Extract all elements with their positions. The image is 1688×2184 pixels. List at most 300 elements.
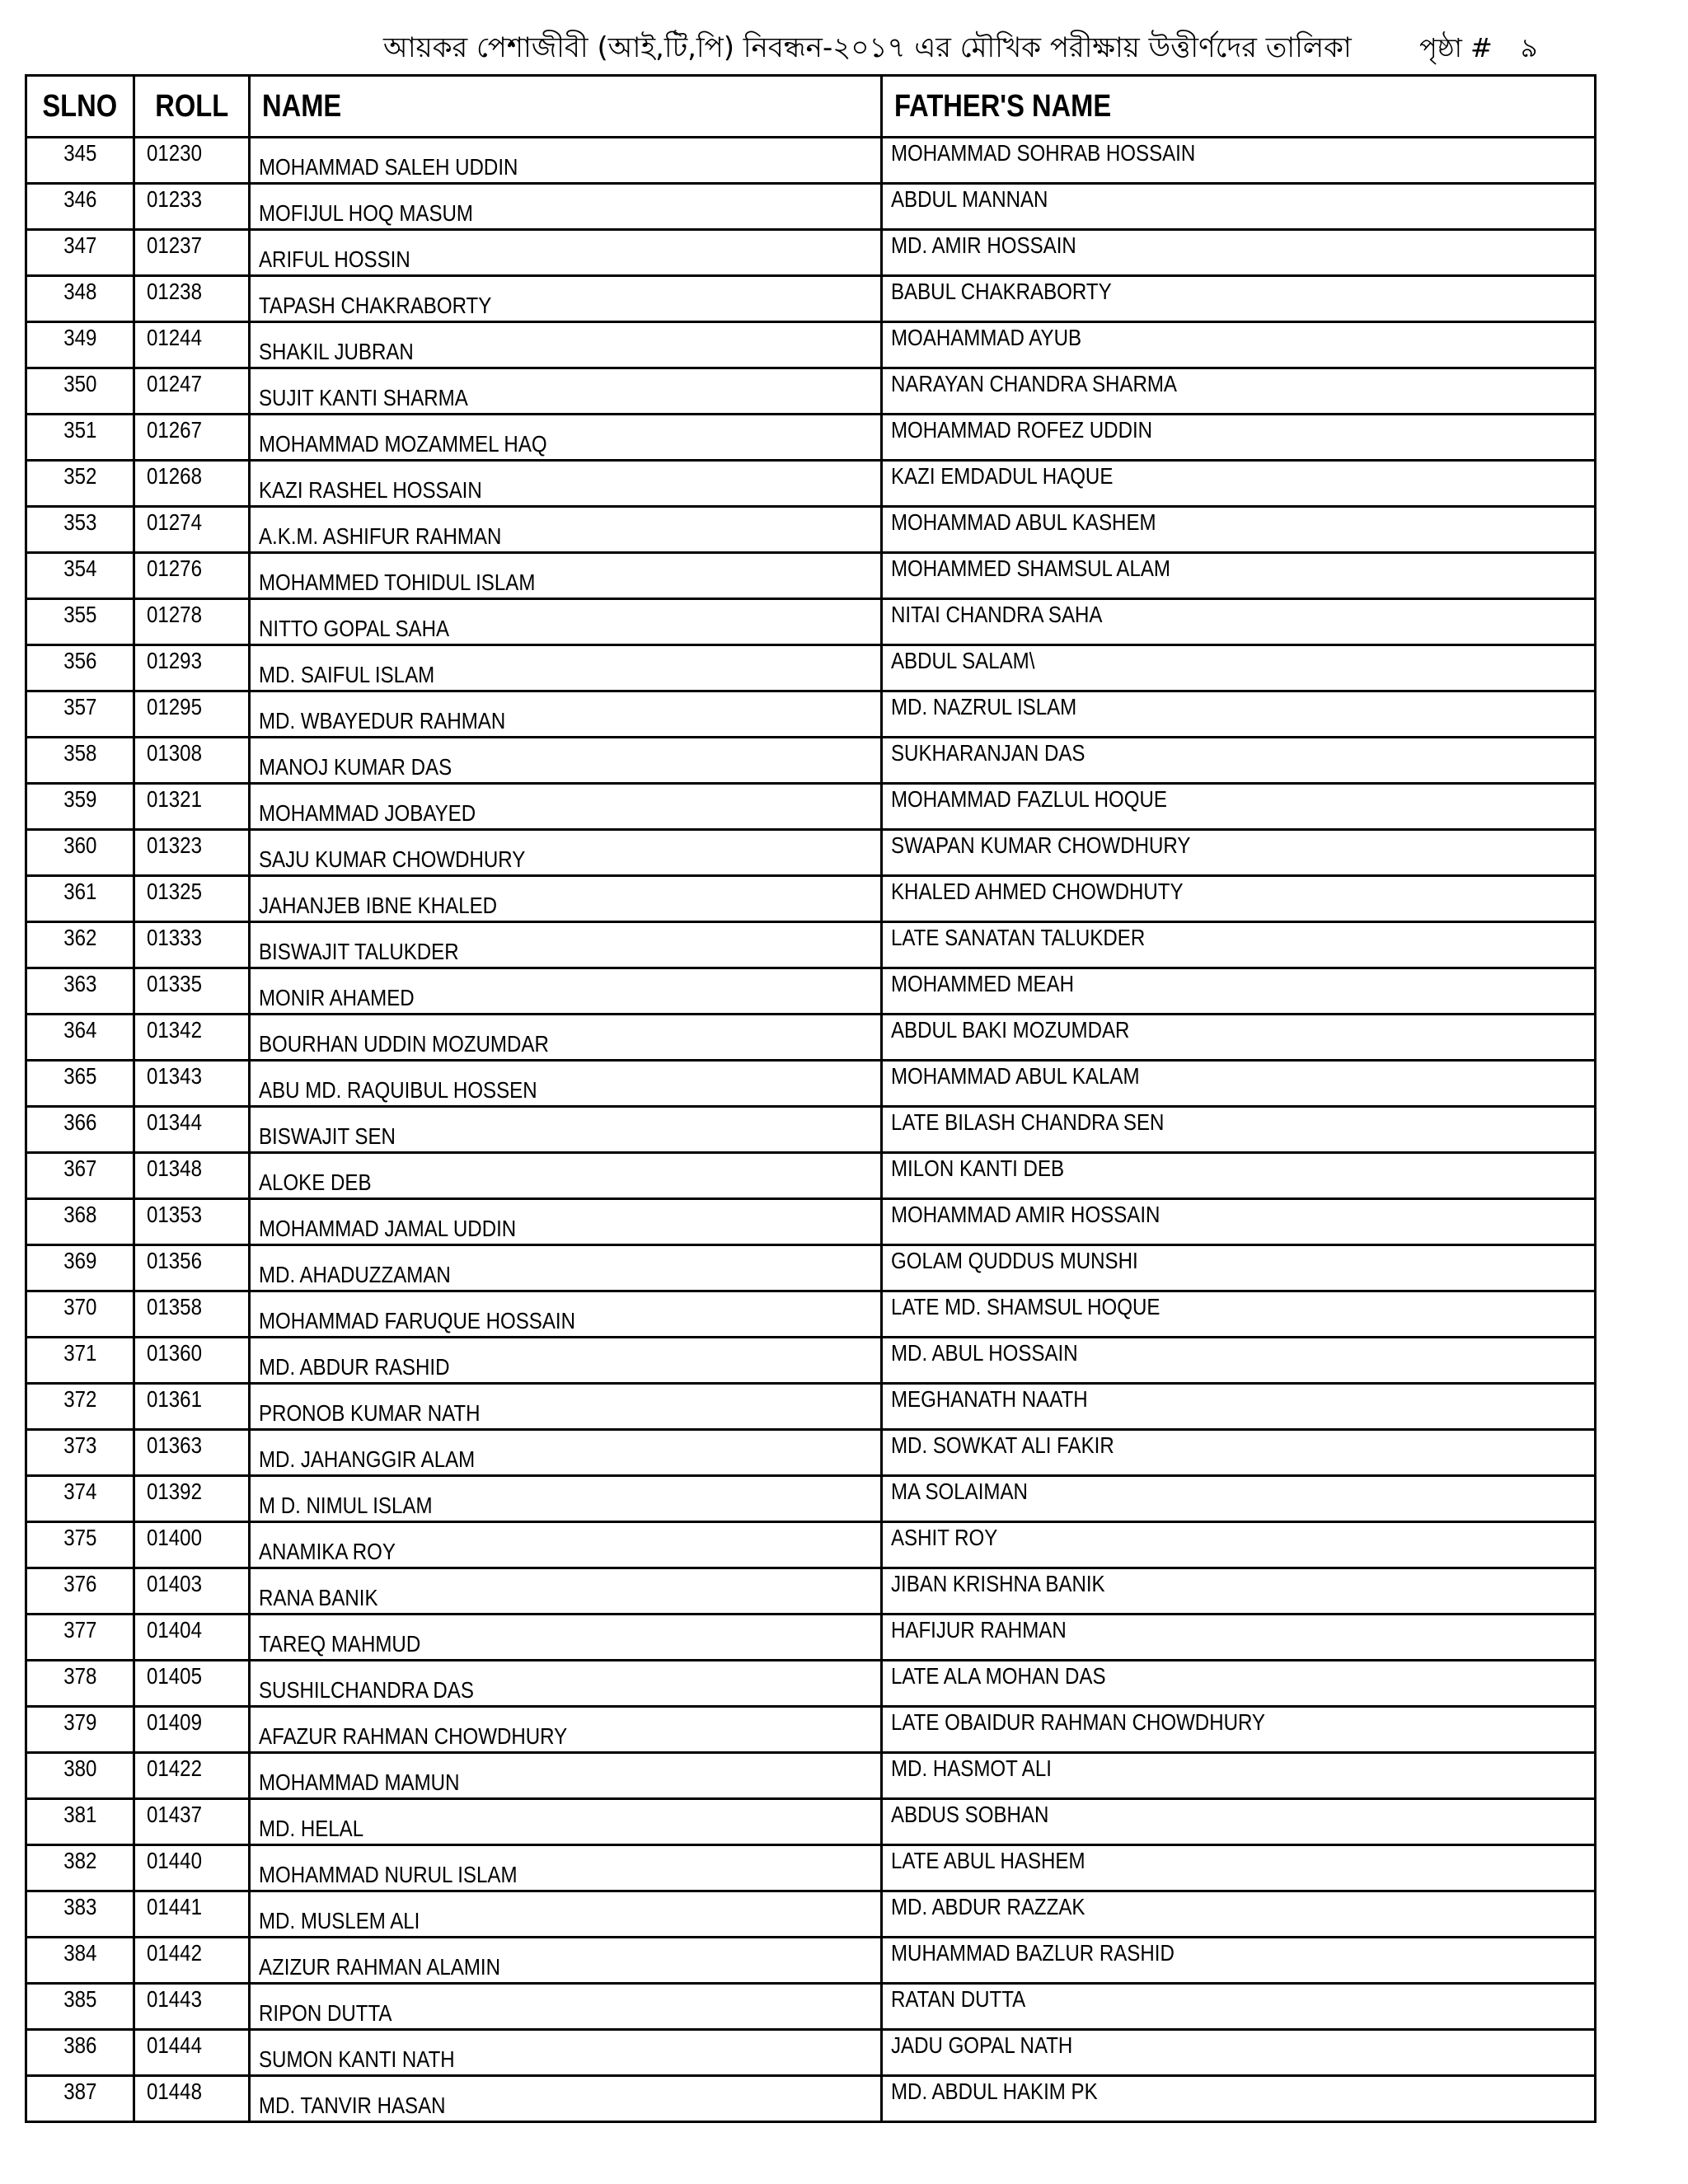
cell-slno-text: 370 bbox=[63, 1294, 97, 1319]
cell-fathers-name-text: LATE ALA MOHAN DAS bbox=[891, 1663, 1106, 1689]
cell-roll-text: 01437 bbox=[147, 1802, 202, 1827]
cell-fathers-name bbox=[882, 1615, 1596, 1661]
cell-slno bbox=[26, 968, 134, 1015]
cell-name bbox=[250, 1476, 882, 1522]
cell-slno bbox=[26, 230, 134, 276]
cell-fathers-name bbox=[882, 691, 1596, 738]
cell-roll bbox=[134, 830, 250, 876]
cell-fathers-name-text: KHALED AHMED CHOWDHUTY bbox=[891, 879, 1184, 904]
cell-name-text: TAPASH CHAKRABORTY bbox=[259, 293, 492, 318]
table-row bbox=[26, 645, 1596, 691]
cell-roll bbox=[134, 322, 250, 368]
table-row bbox=[26, 1568, 1596, 1615]
cell-slno bbox=[26, 1845, 134, 1891]
cell-roll-text: 01348 bbox=[147, 1155, 202, 1181]
cell-name bbox=[250, 968, 882, 1015]
cell-slno-text: 350 bbox=[63, 371, 97, 396]
cell-name bbox=[250, 1615, 882, 1661]
cell-slno-text: 354 bbox=[63, 555, 97, 581]
cell-name-text: MD. WBAYEDUR RAHMAN bbox=[259, 708, 506, 733]
cell-fathers-name bbox=[882, 1891, 1596, 1938]
cell-roll-text: 01293 bbox=[147, 648, 202, 673]
table-row bbox=[26, 1245, 1596, 1291]
cell-slno bbox=[26, 1291, 134, 1338]
cell-fathers-name-text: NITAI CHANDRA SAHA bbox=[891, 602, 1103, 627]
cell-slno bbox=[26, 1245, 134, 1291]
cell-name bbox=[250, 553, 882, 599]
column-header-name-label: NAME bbox=[262, 88, 342, 124]
cell-fathers-name bbox=[882, 507, 1596, 553]
header-row bbox=[26, 76, 1596, 138]
table-row bbox=[26, 1291, 1596, 1338]
cell-fathers-name bbox=[882, 968, 1596, 1015]
table-row bbox=[26, 276, 1596, 322]
cell-fathers-name bbox=[882, 415, 1596, 461]
cell-roll-text: 01278 bbox=[147, 602, 202, 627]
cell-slno bbox=[26, 138, 134, 184]
cell-fathers-name-text: BABUL CHAKRABORTY bbox=[891, 279, 1112, 304]
cell-roll bbox=[134, 1338, 250, 1384]
cell-roll bbox=[134, 1615, 250, 1661]
cell-roll bbox=[134, 1153, 250, 1199]
cell-slno-text: 378 bbox=[63, 1663, 97, 1689]
cell-roll-text: 01274 bbox=[147, 509, 202, 535]
cell-fathers-name bbox=[882, 230, 1596, 276]
cell-slno bbox=[26, 1661, 134, 1707]
cell-fathers-name bbox=[882, 1430, 1596, 1476]
cell-fathers-name-text: MD. ABDUL HAKIM PK bbox=[891, 2079, 1098, 2104]
cell-slno bbox=[26, 1153, 134, 1199]
cell-name bbox=[250, 276, 882, 322]
cell-fathers-name-text: MD. ABUL HOSSAIN bbox=[891, 1340, 1078, 1366]
cell-roll bbox=[134, 2030, 250, 2076]
cell-fathers-name bbox=[882, 599, 1596, 645]
cell-fathers-name bbox=[882, 922, 1596, 968]
cell-name-text: RANA BANIK bbox=[259, 1585, 378, 1610]
table-row bbox=[26, 830, 1596, 876]
cell-roll-text: 01323 bbox=[147, 832, 202, 858]
cell-name-text: MONIR AHAMED bbox=[259, 985, 415, 1010]
table-row bbox=[26, 738, 1596, 784]
cell-name-text: AZIZUR RAHMAN ALAMIN bbox=[259, 1954, 501, 1980]
cell-roll bbox=[134, 553, 250, 599]
cell-slno-text: 353 bbox=[63, 509, 97, 535]
cell-name bbox=[250, 1061, 882, 1107]
table-row bbox=[26, 1938, 1596, 1984]
cell-roll bbox=[134, 1568, 250, 1615]
cell-roll bbox=[134, 784, 250, 830]
cell-name-text: MOHAMMAD JOBAYED bbox=[259, 800, 476, 826]
cell-roll-text: 01333 bbox=[147, 925, 202, 950]
cell-fathers-name bbox=[882, 1753, 1596, 1799]
cell-slno bbox=[26, 184, 134, 230]
cell-slno bbox=[26, 1015, 134, 1061]
cell-slno-text: 345 bbox=[63, 140, 97, 166]
cell-name-text: JAHANJEB IBNE KHALED bbox=[259, 893, 498, 918]
cell-slno bbox=[26, 1061, 134, 1107]
cell-name bbox=[250, 1938, 882, 1984]
cell-slno-text: 386 bbox=[63, 2032, 97, 2058]
cell-slno-text: 347 bbox=[63, 232, 97, 258]
cell-fathers-name bbox=[882, 322, 1596, 368]
cell-name-text: RIPON DUTTA bbox=[259, 2000, 392, 2026]
cell-roll bbox=[134, 138, 250, 184]
cell-roll-text: 01353 bbox=[147, 1202, 202, 1227]
table-row bbox=[26, 553, 1596, 599]
table-row bbox=[26, 1384, 1596, 1430]
cell-slno bbox=[26, 738, 134, 784]
cell-roll-text: 01238 bbox=[147, 279, 202, 304]
cell-roll bbox=[134, 1061, 250, 1107]
cell-name bbox=[250, 1430, 882, 1476]
cell-roll-text: 01448 bbox=[147, 2079, 202, 2104]
cell-name-text: ARIFUL HOSSIN bbox=[259, 246, 410, 272]
cell-roll bbox=[134, 599, 250, 645]
cell-slno bbox=[26, 1799, 134, 1845]
cell-slno bbox=[26, 276, 134, 322]
cell-slno bbox=[26, 1430, 134, 1476]
cell-slno-text: 382 bbox=[63, 1848, 97, 1873]
table-row bbox=[26, 1015, 1596, 1061]
cell-fathers-name bbox=[882, 1984, 1596, 2030]
cell-fathers-name-text: MUHAMMAD BAZLUR RASHID bbox=[891, 1940, 1175, 1966]
cell-fathers-name-text: ABDUL SALAM\ bbox=[891, 648, 1035, 673]
cell-slno bbox=[26, 1891, 134, 1938]
cell-slno bbox=[26, 1568, 134, 1615]
cell-slno-text: 376 bbox=[63, 1571, 97, 1596]
table-row bbox=[26, 1107, 1596, 1153]
cell-roll bbox=[134, 1984, 250, 2030]
cell-roll-text: 01295 bbox=[147, 694, 202, 719]
table-row bbox=[26, 1522, 1596, 1568]
cell-name bbox=[250, 1522, 882, 1568]
cell-fathers-name-text: LATE BILASH CHANDRA SEN bbox=[891, 1109, 1165, 1135]
page-header bbox=[0, 26, 1688, 73]
cell-slno bbox=[26, 2076, 134, 2122]
cell-fathers-name bbox=[882, 1938, 1596, 1984]
cell-name-text: ANAMIKA ROY bbox=[259, 1539, 396, 1564]
cell-fathers-name-text: ASHIT ROY bbox=[891, 1525, 998, 1550]
column-header-fathers-name-label: FATHER'S NAME bbox=[894, 88, 1112, 124]
cell-fathers-name-text: MOHAMMAD ABUL KALAM bbox=[891, 1063, 1140, 1089]
cell-roll-text: 01400 bbox=[147, 1525, 202, 1550]
cell-name bbox=[250, 138, 882, 184]
cell-slno-text: 358 bbox=[63, 740, 97, 766]
table-row bbox=[26, 1199, 1596, 1245]
cell-name-text: MD. HELAL bbox=[259, 1816, 364, 1841]
cell-name bbox=[250, 368, 882, 415]
cell-roll-text: 01363 bbox=[147, 1432, 202, 1458]
cell-name-text: MD. TANVIR HASAN bbox=[259, 2093, 446, 2118]
cell-name bbox=[250, 1338, 882, 1384]
cell-slno-text: 366 bbox=[63, 1109, 97, 1135]
cell-fathers-name bbox=[882, 784, 1596, 830]
cell-fathers-name-text: ABDUL BAKI MOZUMDAR bbox=[891, 1017, 1130, 1043]
cell-fathers-name bbox=[882, 1245, 1596, 1291]
cell-roll bbox=[134, 691, 250, 738]
cell-name bbox=[250, 1891, 882, 1938]
cell-roll-text: 01358 bbox=[147, 1294, 202, 1319]
cell-slno-text: 374 bbox=[63, 1479, 97, 1504]
cell-fathers-name-text: MOHAMMAD ROFEZ UDDIN bbox=[891, 417, 1153, 443]
cell-name-text: SUMON KANTI NATH bbox=[259, 2046, 455, 2072]
table-row bbox=[26, 1153, 1596, 1199]
cell-fathers-name bbox=[882, 738, 1596, 784]
cell-slno bbox=[26, 1199, 134, 1245]
cell-name-text: MD. MUSLEM ALI bbox=[259, 1908, 420, 1933]
table-row bbox=[26, 230, 1596, 276]
cell-slno bbox=[26, 1338, 134, 1384]
cell-fathers-name-text: SUKHARANJAN DAS bbox=[891, 740, 1085, 766]
cell-fathers-name bbox=[882, 1476, 1596, 1522]
cell-slno bbox=[26, 553, 134, 599]
cell-fathers-name bbox=[882, 368, 1596, 415]
table-header bbox=[26, 76, 1596, 138]
cell-name bbox=[250, 1291, 882, 1338]
table-row bbox=[26, 1061, 1596, 1107]
cell-roll-text: 01268 bbox=[147, 463, 202, 489]
cell-slno bbox=[26, 691, 134, 738]
cell-roll-text: 01230 bbox=[147, 140, 202, 166]
cell-roll-text: 01392 bbox=[147, 1479, 202, 1504]
cell-fathers-name bbox=[882, 1384, 1596, 1430]
cell-roll-text: 01233 bbox=[147, 186, 202, 212]
cell-slno-text: 387 bbox=[63, 2079, 97, 2104]
cell-name bbox=[250, 1384, 882, 1430]
cell-roll-text: 01442 bbox=[147, 1940, 202, 1966]
cell-roll bbox=[134, 1522, 250, 1568]
cell-name bbox=[250, 1568, 882, 1615]
cell-name bbox=[250, 1845, 882, 1891]
table-row bbox=[26, 507, 1596, 553]
cell-fathers-name bbox=[882, 2030, 1596, 2076]
table-row bbox=[26, 415, 1596, 461]
cell-fathers-name-text: MILON KANTI DEB bbox=[891, 1155, 1065, 1181]
cell-name-text: MOHAMMAD MAMUN bbox=[259, 1769, 460, 1795]
cell-fathers-name-text: JIBAN KRISHNA BANIK bbox=[891, 1571, 1105, 1596]
cell-name bbox=[250, 1661, 882, 1707]
cell-name-text: SUSHILCHANDRA DAS bbox=[259, 1677, 474, 1703]
table-row bbox=[26, 1430, 1596, 1476]
column-header-roll bbox=[134, 76, 250, 138]
cell-slno bbox=[26, 461, 134, 507]
cell-slno-text: 357 bbox=[63, 694, 97, 719]
cell-roll-text: 01325 bbox=[147, 879, 202, 904]
cell-fathers-name-text: MOHAMMAD ABUL KASHEM bbox=[891, 509, 1156, 535]
cell-fathers-name bbox=[882, 553, 1596, 599]
cell-roll-text: 01247 bbox=[147, 371, 202, 396]
table-row bbox=[26, 1891, 1596, 1938]
cell-slno bbox=[26, 1384, 134, 1430]
cell-slno-text: 379 bbox=[63, 1709, 97, 1735]
cell-fathers-name-text: MD. AMIR HOSSAIN bbox=[891, 232, 1076, 258]
table-row bbox=[26, 691, 1596, 738]
cell-name bbox=[250, 184, 882, 230]
cell-roll bbox=[134, 1799, 250, 1845]
cell-name-text: MD. AHADUZZAMAN bbox=[259, 1262, 451, 1287]
cell-name-text: BOURHAN UDDIN MOZUMDAR bbox=[259, 1031, 549, 1057]
cell-slno-text: 360 bbox=[63, 832, 97, 858]
cell-roll-text: 01409 bbox=[147, 1709, 202, 1735]
table-row bbox=[26, 138, 1596, 184]
cell-roll-text: 01441 bbox=[147, 1894, 202, 1919]
table-row bbox=[26, 368, 1596, 415]
cell-fathers-name bbox=[882, 1707, 1596, 1753]
cell-slno-text: 355 bbox=[63, 602, 97, 627]
cell-slno-text: 363 bbox=[63, 971, 97, 996]
cell-roll bbox=[134, 1845, 250, 1891]
cell-slno bbox=[26, 1984, 134, 2030]
cell-slno-text: 361 bbox=[63, 879, 97, 904]
cell-name bbox=[250, 1707, 882, 1753]
cell-fathers-name-text: ABDUL MANNAN bbox=[891, 186, 1048, 212]
cell-slno bbox=[26, 2030, 134, 2076]
cell-roll bbox=[134, 968, 250, 1015]
cell-roll-text: 01344 bbox=[147, 1109, 202, 1135]
cell-name bbox=[250, 1984, 882, 2030]
cell-roll-text: 01361 bbox=[147, 1386, 202, 1412]
table-row bbox=[26, 1476, 1596, 1522]
cell-slno-text: 346 bbox=[63, 186, 97, 212]
cell-roll-text: 01403 bbox=[147, 1571, 202, 1596]
cell-name bbox=[250, 1153, 882, 1199]
cell-fathers-name-text: ABDUS SOBHAN bbox=[891, 1802, 1049, 1827]
cell-slno-text: 352 bbox=[63, 463, 97, 489]
cell-roll-text: 01404 bbox=[147, 1617, 202, 1643]
candidate-table bbox=[25, 74, 1597, 2123]
cell-slno-text: 371 bbox=[63, 1340, 97, 1366]
cell-roll bbox=[134, 1291, 250, 1338]
cell-name-text: MOHAMMED TOHIDUL ISLAM bbox=[259, 569, 536, 595]
cell-name bbox=[250, 738, 882, 784]
cell-roll bbox=[134, 1753, 250, 1799]
cell-roll bbox=[134, 507, 250, 553]
cell-fathers-name-text: MEGHANATH NAATH bbox=[891, 1386, 1088, 1412]
table-row bbox=[26, 599, 1596, 645]
cell-slno bbox=[26, 876, 134, 922]
cell-roll bbox=[134, 230, 250, 276]
cell-roll-text: 01276 bbox=[147, 555, 202, 581]
cell-slno-text: 351 bbox=[63, 417, 97, 443]
cell-roll-text: 01321 bbox=[147, 786, 202, 812]
cell-slno-text: 349 bbox=[63, 325, 97, 350]
document-title: আয়কর পেশাজীবী (আই,টি,পি) নিবন্ধন-২০১৭ এর মৌখিক পরীক্ষায় উত্তীর্ণদের তালিকা bbox=[383, 31, 1352, 64]
cell-name-text: ABU MD. RAQUIBUL HOSSEN bbox=[259, 1077, 537, 1103]
cell-roll bbox=[134, 184, 250, 230]
column-header-fathers-name bbox=[882, 76, 1596, 138]
cell-fathers-name bbox=[882, 461, 1596, 507]
table-row bbox=[26, 922, 1596, 968]
cell-roll-text: 01244 bbox=[147, 325, 202, 350]
page-number-block bbox=[1419, 26, 1538, 69]
cell-roll-text: 01422 bbox=[147, 1755, 202, 1781]
cell-name bbox=[250, 1107, 882, 1153]
cell-name-text: PRONOB KUMAR NATH bbox=[259, 1400, 481, 1426]
cell-roll bbox=[134, 1107, 250, 1153]
cell-fathers-name bbox=[882, 1845, 1596, 1891]
cell-roll bbox=[134, 876, 250, 922]
cell-fathers-name bbox=[882, 645, 1596, 691]
cell-name bbox=[250, 1799, 882, 1845]
cell-name-text: KAZI RASHEL HOSSAIN bbox=[259, 477, 482, 503]
cell-slno-text: 372 bbox=[63, 1386, 97, 1412]
cell-name-text: MD. ABDUR RASHID bbox=[259, 1354, 450, 1380]
cell-slno bbox=[26, 922, 134, 968]
cell-roll-text: 01308 bbox=[147, 740, 202, 766]
cell-fathers-name-text: MOHAMMAD AMIR HOSSAIN bbox=[891, 1202, 1160, 1227]
cell-roll-text: 01440 bbox=[147, 1848, 202, 1873]
cell-fathers-name-text: RATAN DUTTA bbox=[891, 1986, 1026, 2012]
cell-roll bbox=[134, 1384, 250, 1430]
cell-name-text: MANOJ KUMAR DAS bbox=[259, 754, 452, 780]
cell-fathers-name bbox=[882, 830, 1596, 876]
cell-name-text: BISWAJIT TALUKDER bbox=[259, 939, 459, 964]
cell-name-text: TAREQ MAHMUD bbox=[259, 1631, 421, 1657]
table-row bbox=[26, 1984, 1596, 2030]
column-header-slno-label: SLNO bbox=[42, 88, 118, 124]
cell-name-text: MOHAMMAD FARUQUE HOSSAIN bbox=[259, 1308, 575, 1333]
column-header-slno bbox=[26, 76, 134, 138]
cell-name-text: MOHAMMAD JAMAL UDDIN bbox=[259, 1216, 517, 1241]
cell-slno-text: 380 bbox=[63, 1755, 97, 1781]
cell-roll bbox=[134, 645, 250, 691]
cell-roll bbox=[134, 1245, 250, 1291]
table-row bbox=[26, 1845, 1596, 1891]
table-row bbox=[26, 1753, 1596, 1799]
cell-name-text: NITTO GOPAL SAHA bbox=[259, 616, 450, 641]
cell-fathers-name-text: KAZI EMDADUL HAQUE bbox=[891, 463, 1114, 489]
cell-slno bbox=[26, 368, 134, 415]
cell-name bbox=[250, 922, 882, 968]
cell-roll bbox=[134, 1199, 250, 1245]
table-row bbox=[26, 322, 1596, 368]
cell-roll bbox=[134, 461, 250, 507]
cell-slno-text: 369 bbox=[63, 1248, 97, 1273]
cell-fathers-name-text: MD. HASMOT ALI bbox=[891, 1755, 1052, 1781]
cell-fathers-name-text: MD. NAZRUL ISLAM bbox=[891, 694, 1077, 719]
cell-roll bbox=[134, 1938, 250, 1984]
table-row bbox=[26, 784, 1596, 830]
cell-name bbox=[250, 876, 882, 922]
cell-roll bbox=[134, 1661, 250, 1707]
cell-name-text: SHAKIL JUBRAN bbox=[259, 339, 414, 364]
cell-name-text: MOFIJUL HOQ MASUM bbox=[259, 200, 473, 226]
cell-fathers-name-text: MOHAMMAD SOHRAB HOSSAIN bbox=[891, 140, 1196, 166]
cell-slno-text: 373 bbox=[63, 1432, 97, 1458]
table-row bbox=[26, 1799, 1596, 1845]
cell-slno bbox=[26, 415, 134, 461]
cell-name bbox=[250, 645, 882, 691]
cell-name bbox=[250, 461, 882, 507]
cell-roll-text: 01360 bbox=[147, 1340, 202, 1366]
cell-slno-text: 348 bbox=[63, 279, 97, 304]
cell-fathers-name bbox=[882, 1568, 1596, 1615]
cell-fathers-name-text: MOHAMMED MEAH bbox=[891, 971, 1075, 996]
cell-fathers-name bbox=[882, 2076, 1596, 2122]
cell-name-text: SUJIT KANTI SHARMA bbox=[259, 385, 468, 410]
cell-roll bbox=[134, 1015, 250, 1061]
cell-slno-text: 367 bbox=[63, 1155, 97, 1181]
cell-name-text: SAJU KUMAR CHOWDHURY bbox=[259, 846, 526, 872]
cell-roll bbox=[134, 1430, 250, 1476]
cell-slno-text: 362 bbox=[63, 925, 97, 950]
table-row bbox=[26, 1707, 1596, 1753]
cell-fathers-name-text: GOLAM QUDDUS MUNSHI bbox=[891, 1248, 1138, 1273]
table-row bbox=[26, 968, 1596, 1015]
cell-slno bbox=[26, 1522, 134, 1568]
cell-name-text: AFAZUR RAHMAN CHOWDHURY bbox=[259, 1723, 568, 1749]
table-row bbox=[26, 876, 1596, 922]
